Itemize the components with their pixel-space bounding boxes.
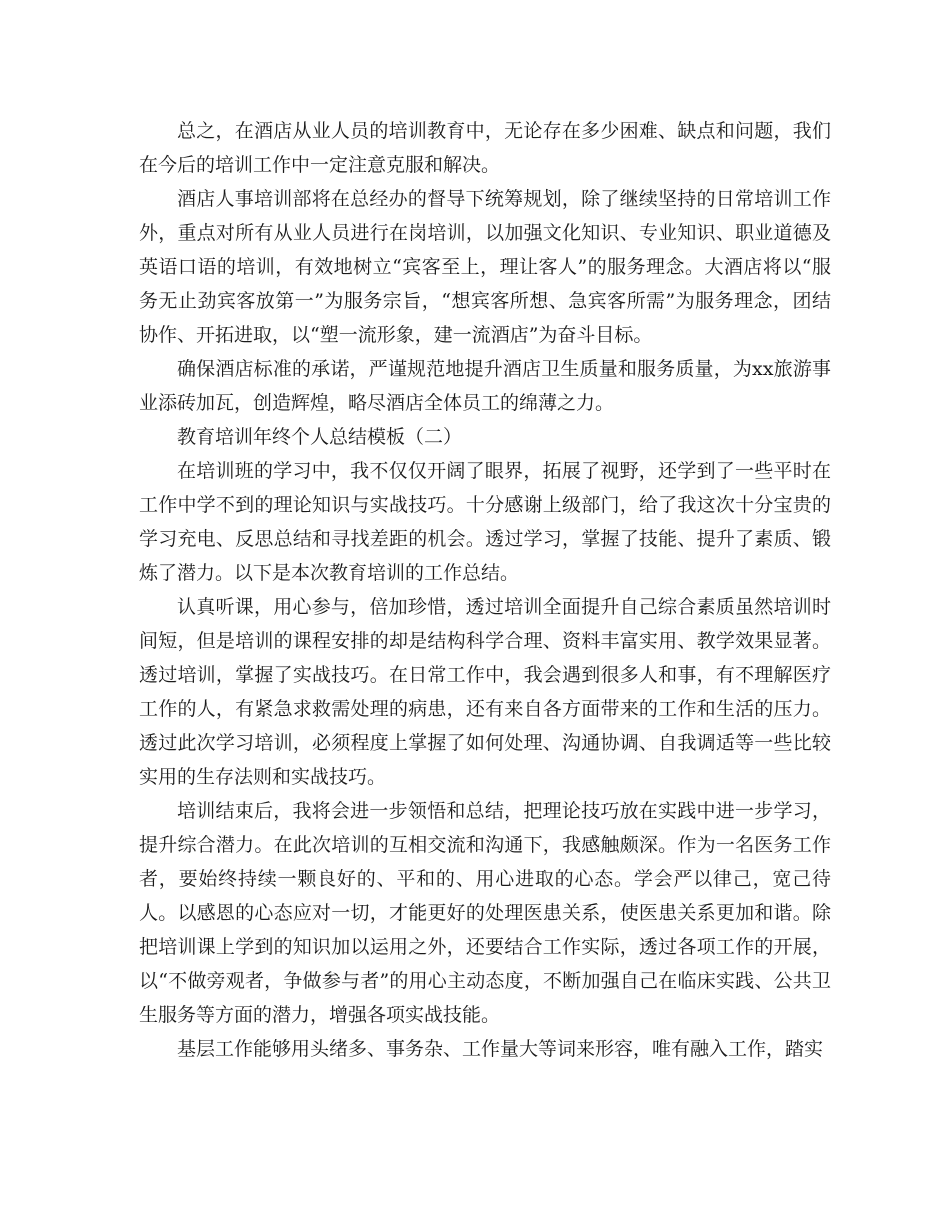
paragraph-commitment: 确保酒店标准的承诺，严谨规范地提升酒店卫生质量和服务质量，为xx旅游事业添砖加瓦，创造辉煌，略尽酒店全体员工的绵薄之力。	[139, 358, 831, 414]
paragraph-after-training: 培训结束后，我将会进一步领悟和总结，把理论技巧放在实践中进一步学习，提升综合潜力。在此次培训的互相交流和沟通下，我感触颇深。作为一名医务工作者，要始终持续一颗良好的、平和的、用心进取的心态。学会严以律己，宽己待人。以感恩的心态应对一切，才能更好的处理医患关系，使医患关系更加和谐。除把培训课上学到的知识加以运用之外，还要结合工作实际，透过各项工作的开展，以“不做旁观者，争做参与者”的用心主动态度，不断加强自己在临床实践、公共卫生服务等方面的潜力，增强各项实战技能。	[139, 800, 831, 1026]
paragraph-grassroots-work: 基层工作能够用头绪多、事务杂、工作量大等词来形容，唯有融入工作，踏实	[177, 1038, 824, 1060]
paragraph-training-plan: 酒店人事培训部将在总经办的督导下统筹规划，除了继续坚持的日常培训工作外，重点对所有从业人员进行在岗培训，以加强文化知识、专业知识、职业道德及英语口语的培训，有效地树立“宾客至上，理让客人”的服务理念。大酒店将以“服务无止劲宾客放第一”为服务宗旨，“想宾客所想、急宾客所需”为服务理念，团结协作、开拓进取，以“塑一流形象，建一流酒店”为奋斗目标。	[139, 188, 831, 346]
paragraph-summary: 总之，在酒店从业人员的培训教育中，无论存在多少困难、缺点和问题，我们在今后的培训工作中一定注意克服和解决。	[139, 120, 831, 176]
section-heading: 教育培训年终个人总结模板（二）	[177, 426, 463, 448]
paragraph-introduction: 在培训班的学习中，我不仅仅开阔了眼界，拓展了视野，还学到了一些平时在工作中学不到的理论知识与实战技巧。十分感谢上级部门，给了我这次十分宝贵的学习充电、反思总结和寻找差距的机会。透过学习，掌握了技能、提升了素质、锻炼了潜力。以下是本次教育培训的工作总结。	[139, 460, 831, 584]
paragraph-attentive-learning: 认真听课，用心参与，倍加珍惜，透过培训全面提升自己综合素质虽然培训时间短，但是培训的课程安排的却是结构科学合理、资料丰富实用、教学效果显著。透过培训，掌握了实战技巧。在日常工作中，我会遇到很多人和事，有不理解医疗工作的人，有紧急求救需处理的病患，还有来自各方面带来的工作和生活的压力。透过此次学习培训，必须程度上掌握了如何处理、沟通协调、自我调适等一些比较实用的生存法则和实战技巧。	[139, 596, 831, 788]
document-body	[139, 114, 831, 1066]
